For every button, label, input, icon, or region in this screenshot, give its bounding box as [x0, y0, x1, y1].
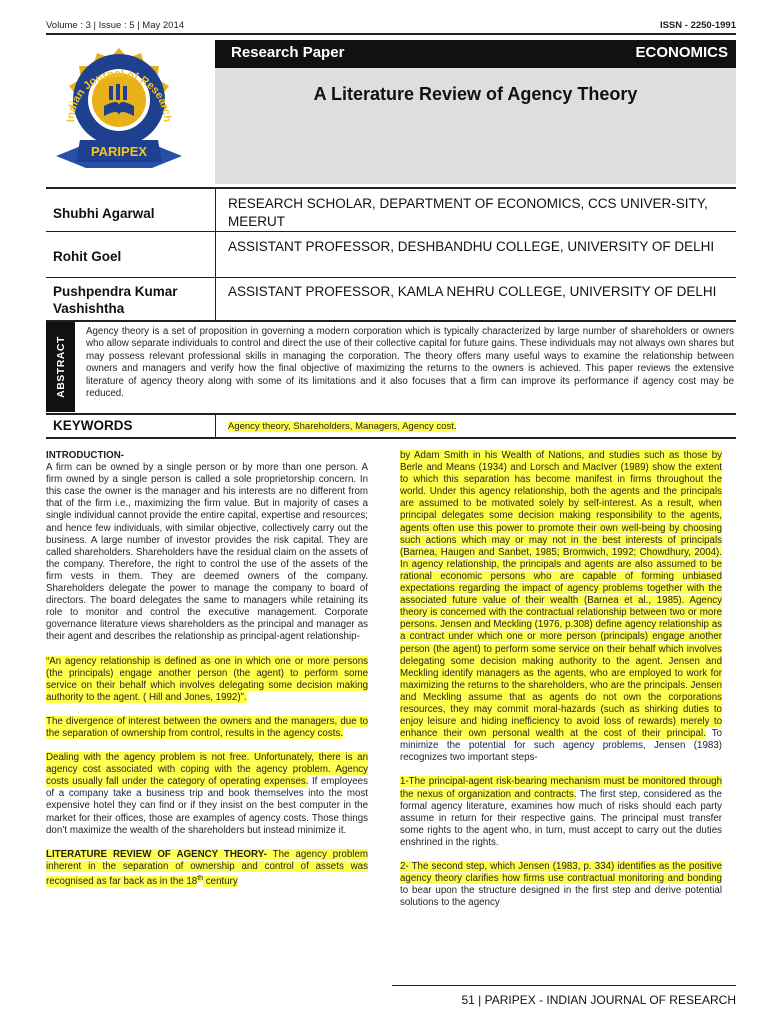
author-rule: [46, 277, 736, 278]
subject-category: ECONOMICS: [635, 44, 728, 61]
paper-type: Research Paper: [231, 44, 345, 61]
author-affiliation-1: RESEARCH SCHOLAR, DEPARTMENT OF ECONOMICS, CCS UNIVER-SITY, MEERUT: [228, 196, 708, 229]
agency-definition-quote: “An agency relationship is defined as one in which one or more persons (the principals) engage another person (the agent) to perform some service on their behalf which involves delegating some decision making authority to the agent. ( Hill and Jones, 1992)”.: [46, 655, 368, 703]
intro-paragraph: A firm can be owned by a single person or by more than one person. A firm owned by a single person is called a sole proprietorship concern. In this case the owner is the manager and his interests are no different from that of the firm i.e., maximizing the firm value. But in majority of cases a single individual cannot provide the entire capital, expertise and resources; and hence few individuals, with similar objective, collectively carry out the business. A large number of investor provides the risk capital. They are called shareholders. Shareholders have the residual claim on the assets of the company. Therefore, the right to control the use of the assets of the firm vests in them. They are deemed owners of the company. Shareholders delegate the power to manage the company to board of directors. The board delegates the same to managers while retaining its role to monitor and control the executive management. Corporate governance literature views shareholders as the principal and manager as their agent and describes the relationship as principal-agent relationship-: [46, 462, 368, 643]
author-affiliation-2: ASSISTANT PROFESSOR, DESHBANDHU COLLEGE, UNIVERSITY OF DELHI: [228, 239, 715, 254]
abstract-text: Agency theory is a set of proposition in governing a modern corporation which is typically characterized by large number of shareholders or owners who allow separate individuals to control and direct the use of their collective capital for future gains. These individuals may not always own shares but may possess relevant professional skills in managing the corporation. The theory offers many useful ways to examine the relationship between owners and managers and verify how the final objective of maximizing the returns to the owners is achieved. This paper reviews the extensive literature of agency theory along with some of its limitations and it also focuses that a firm can improve its performance if agency cost may be reduced.: [86, 326, 735, 400]
author-affiliation-3: ASSISTANT PROFESSOR, KAMLA NEHRU COLLEGE, UNIVERSITY OF DELHI: [228, 284, 717, 299]
step-1-highlight: 1-The principal-agent risk-bearing mechanism must be monitored through the nexus of organization and contracts.: [400, 776, 722, 800]
header-rule: [46, 33, 736, 35]
right-para-2: As a result, when principal delegates some decision making responsibility to the agents, agents often use this power to promote their own well-being by choosing such actions which may or may not in the best interests of principals (Barnea, Haugen and Sanbet, 1985; Bromwich, 1992; Chowdhury, 2004).: [400, 498, 722, 558]
left-column: [46, 450, 368, 900]
abstract-rule: [46, 413, 736, 415]
author-name-1: Shubhi Agarwal: [53, 206, 155, 221]
logo-arc-text: Indian Journal of Research: [64, 67, 174, 123]
right-para-1: by Adam Smith in his Wealth of Nations, and studies such as those by Berle and Means (1934) and Lorsch and MacIver (1989) show the extent to which this separation has become manifest in firms throughout the world. Under this agency relationship, both the agents and the principals are assumed to be motivated solely by self-interest.: [400, 450, 722, 510]
step-2-highlight: 2- The second step, which Jensen (1983, p. 334) identifies as the positive agency theory clarifies how firms use contractual monitoring and bonding: [400, 861, 722, 885]
step-2-text: to bear upon the structure designed in the first step and derive potential solutions to the agency: [400, 885, 722, 909]
keywords-text: Agency theory, Shareholders, Managers, Agency cost.: [228, 421, 457, 432]
volume-info: Volume : 3 | Issue : 5 | May 2014: [46, 20, 185, 31]
journal-logo: [36, 44, 202, 192]
footer-rule: [392, 985, 736, 986]
right-column: [400, 450, 722, 921]
authors-top-rule: [46, 187, 736, 189]
literature-review-end: century: [203, 876, 238, 888]
authors-divider: [215, 189, 216, 321]
literature-review-text: The agency problem inherent in the separation of ownership and control of assets was recognised as far back as in the 18: [46, 848, 368, 888]
logo-ribbon-text: PARIPEX: [90, 144, 148, 159]
paper-title: A Literature Review of Agency Theory: [313, 84, 638, 104]
authors-bottom-rule: [46, 320, 736, 322]
author-name-2: Rohit Goel: [53, 249, 122, 264]
agency-cost-text: If employees of a company take a business trip and book themselves into the most expensive hotel they can find or if they insist on the best computer in the market for their offices, those are examples of agency costs. Those things don’t maximize the wealth of the shareholders but instead minimize it.: [46, 776, 368, 836]
keywords-divider: [215, 415, 216, 437]
superscript-th: th: [197, 874, 204, 882]
page-footer: 51 | PARIPEX - INDIAN JOURNAL OF RESEARCH: [461, 993, 736, 1007]
divergence-paragraph: The divergence of interest between the owners and the managers, due to the separation of ownership from control, results in the agency costs.: [46, 715, 368, 739]
keywords-rule: [46, 437, 736, 439]
intro-heading: INTRODUCTION-: [46, 450, 124, 461]
author-name-3: Pushpendra Kumar Vashishtha: [53, 284, 178, 316]
step-1-text: The first step, considered as the formal agency literature, examines how much of risks should each party assume in return for their respective gains. The principal must transfer some rights to the agent who, in turn, must accept to carry out the duties enshrined in the rights.: [400, 788, 722, 848]
author-rule: [46, 231, 736, 232]
issn: ISSN - 2250-1991: [659, 20, 736, 31]
right-para-3: In agency relationship, the principals and agents are also assumed to be rational economic persons who are capable of forming unbiased expectations regarding the impact of agency problems together with the associated future value of their wealth (Barnea et al., 1985). Agency theory is concerned with the contractual relationship between two or more persons. Jensen and Meckling (1976, p.308) define agency relationship as a contract under which one or more person (principals) engage another person (the agent) to perform some service on their behalf which involves delegating some decision making authority to the agent. Jensen and Meckling identify managers as the agents, who are employed to work for maximizing the returns to the shareholders, who are the principals. Jensen and Meckling assume that as agents do not own the corporations resources, they may commit moral-hazards (such as shirking duties to enjoy leisure and hiding inefficiency to avoid loss of rewards) merely to enhance their own personal wealth at the cost of their principal.: [400, 558, 722, 740]
right-para-4: To minimize the potential for such agency problems, Jensen (1983) recognizes two important steps-: [400, 728, 722, 764]
keywords-label: KEYWORDS: [53, 418, 133, 433]
paper-type-banner: [215, 40, 736, 68]
abstract-label: ABSTRACT: [54, 336, 67, 398]
literature-review-heading: LITERATURE REVIEW OF AGENCY THEORY-: [46, 848, 267, 860]
abstract-label-box: [46, 322, 75, 412]
agency-cost-highlight: Dealing with the agency problem is not free. Unfortunately, there is an agency cost associated with coping with the agency problem. Agency costs usually fall under the category of operating expenses.: [46, 752, 368, 788]
